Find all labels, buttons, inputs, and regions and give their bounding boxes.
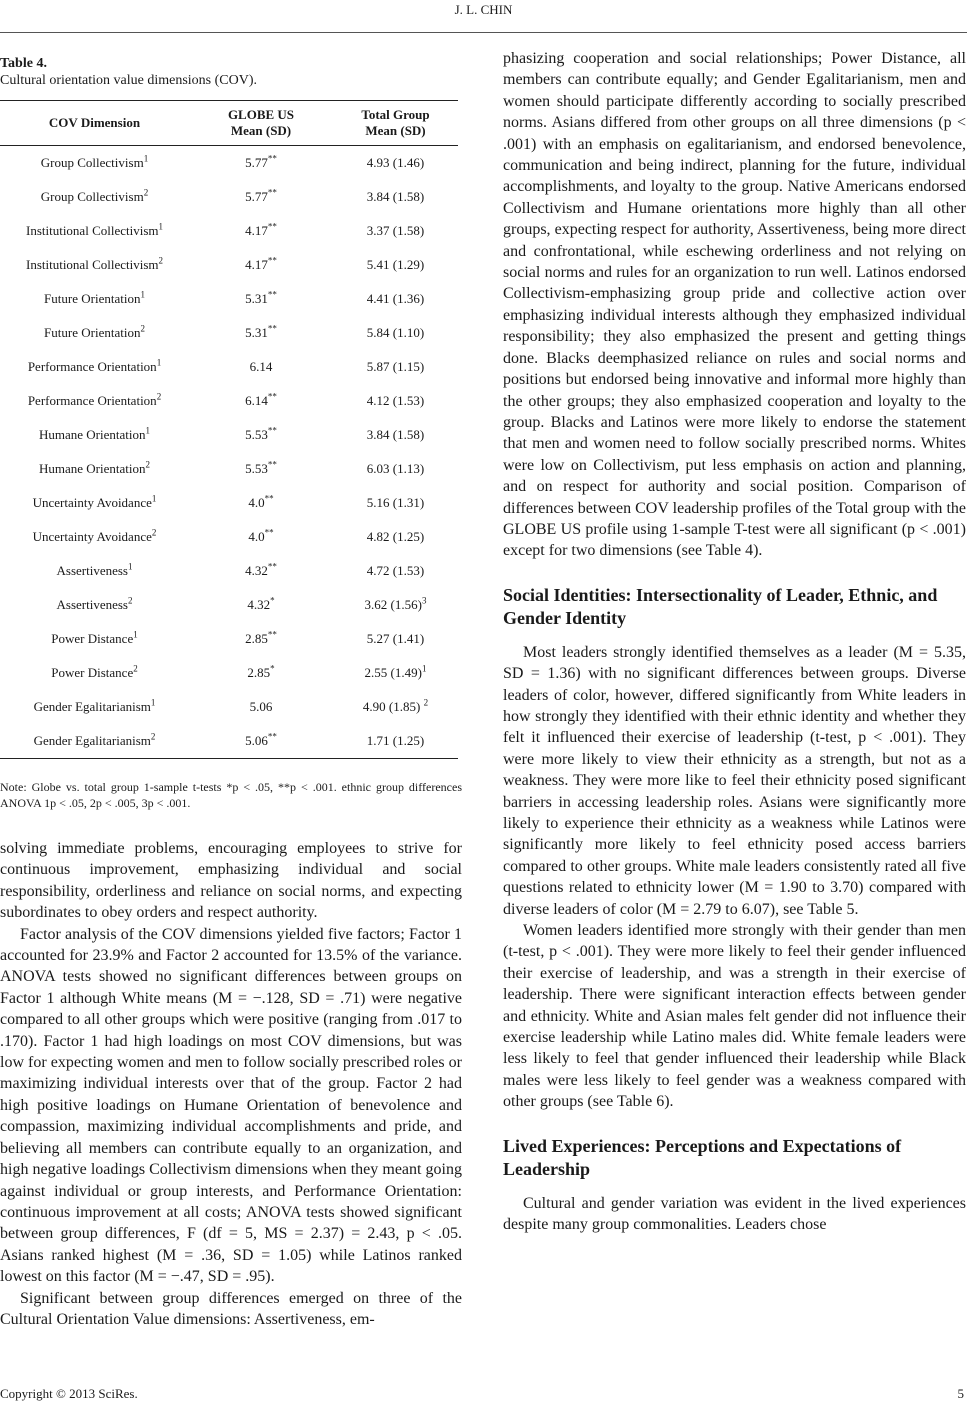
globe-mean-cell <box>189 146 333 181</box>
globe-mean-cell-value: 4.0 <box>248 529 265 544</box>
globe-mean-cell-superscript: ** <box>267 731 277 742</box>
total-mean-cell-value: 6.03 (1.13) <box>366 461 425 476</box>
globe-mean-cell-superscript: ** <box>267 221 277 232</box>
paragraph: solving immediate problems, encouraging employees to strive for continuous improvement, emphasizing individual and social responsibility, orderliness and reliance on social norms, and expecting subordinates to obey orders and respect authority. <box>0 840 462 922</box>
dimension-cell-value: Future Orientation <box>44 325 141 340</box>
right-column <box>503 48 966 1236</box>
table-row <box>0 520 458 554</box>
total-mean-cell-value: 4.41 (1.36) <box>366 291 425 306</box>
dimension-cell-superscript: 2 <box>150 731 156 742</box>
globe-mean-cell-value: 4.17 <box>245 257 268 272</box>
left-column <box>0 42 462 1330</box>
table-body <box>0 146 458 759</box>
dimension-cell <box>0 656 189 690</box>
table-row <box>0 180 458 214</box>
globe-mean-cell-superscript: ** <box>267 629 277 640</box>
dimension-cell-superscript: 2 <box>151 527 157 538</box>
total-mean-cell-value: 5.87 (1.15) <box>366 359 425 374</box>
total-mean-cell <box>333 554 458 588</box>
table-note <box>0 779 462 811</box>
total-mean-cell <box>333 180 458 214</box>
dimension-cell-value: Institutional Collectivism <box>25 257 159 272</box>
total-mean-cell-value: 4.12 (1.53) <box>366 393 425 408</box>
total-mean-cell-value: 3.84 (1.58) <box>366 427 425 442</box>
dimension-cell-superscript: 2 <box>145 459 150 470</box>
dimension-cell <box>0 724 189 759</box>
dimension-cell-value: Group Collectivism <box>40 155 144 170</box>
total-mean-cell-value: 5.84 (1.10) <box>366 325 425 340</box>
total-mean-cell-superscript: 1 <box>421 663 427 674</box>
section-heading: Lived Experiences: Perceptions and Expectations of Leadership <box>503 1135 902 1179</box>
dimension-cell-superscript: 2 <box>128 595 133 606</box>
dimension-cell <box>0 622 189 656</box>
globe-mean-cell-value: 4.0 <box>248 495 265 510</box>
total-mean-cell-value: 3.84 (1.58) <box>366 189 425 204</box>
col-header-dimension: COV Dimension <box>0 101 189 146</box>
dimension-cell-value: Power Distance <box>51 631 134 646</box>
total-mean-cell-value: 3.37 (1.58) <box>366 223 425 238</box>
globe-mean-cell-value: 4.32 <box>245 563 268 578</box>
dimension-cell-superscript: 1 <box>150 697 156 708</box>
total-mean-cell <box>333 690 458 724</box>
cov-table <box>0 100 458 759</box>
total-mean-cell-value: 4.90 (1.85) <box>362 699 424 714</box>
globe-mean-cell-value: 2.85 <box>245 631 268 646</box>
dimension-cell-value: Assertiveness <box>56 597 128 612</box>
paragraph: phasizing cooperation and social relationships; Power Distance, all members can contribute equally; and Gender Egalitarianism, men and women should participate differently according to socially prescribed norms. Asians differed from other groups on all three dimensions (p < .001) with an emphasis on egalitarianism, and endorsed benevolence, communication and being indirect, planning for the future, individual accomplishments, and loyalty to the group. Native Americans endorsed Collectivism and Humane orientations more highly than all other groups, expecting respect for authority, Assertiveness, being more direct and confrontational, while eschewing orderliness and not relying on social norms and rules for an organization to run well. Latinos endorsed Collectivism-emphasizing group pride and collective action over emphasizing individual interests although they emphasized individual responsibility; they also emphasized the present and getting things done. Blacks deemphasized reliance on rules and social norms and positions but endorsed being innovative and informal more highly than the other groups; they also emphasized cooperation and loyalty to the group. Blacks and Latinos were more likely to endorse the statement that men and women need to follow socially prescribed norms. Whites were low on Collectivism, put less emphasis on action and planning, and on respect for authority and social position. Comparison of differences between COV leadership profiles of the Total group with the GLOBE US profile using 1-sample T-test were all significant (p < .001) except for two dimensions (see Table 4). <box>503 50 966 560</box>
dimension-cell-superscript: 1 <box>128 561 133 572</box>
globe-mean-cell-superscript: ** <box>267 255 277 266</box>
dimension-cell-superscript: 1 <box>156 357 162 368</box>
table-row <box>0 486 458 520</box>
dimension-cell-value: Institutional Collectivism <box>25 223 159 238</box>
dimension-cell-value: Gender Egalitarianism <box>33 699 151 714</box>
table-row <box>0 214 458 248</box>
table-row <box>0 384 458 418</box>
globe-mean-cell-value: 5.77 <box>245 155 268 170</box>
total-mean-cell <box>333 486 458 520</box>
table-row <box>0 350 458 384</box>
paragraph: Women leaders identified more strongly with their gender than men (t-test, p < .001). They were more likely to feel their gender influenced their exercise of leadership, and was a strength in their exercise of leadership. There were significant interaction effects between gender and ethnicity. White and Asian males felt gender did not influence their exercise leadership while Latino males did. White female leaders were less likely to feel that gender influenced their leadership while Black males were less likely to feel gender was a weakness compared with other groups (see Table 6). <box>503 922 966 1111</box>
globe-mean-cell-superscript: ** <box>267 459 277 470</box>
dimension-cell-value: Humane Orientation <box>39 427 146 442</box>
paragraph: Factor analysis of the COV dimensions yielded five factors; Factor 1 accounted for 23.9% and Factor 2 accounted for 13.5% of the variance. ANOVA tests showed no significant differences between groups on Factor 1 although White means (M = −.128, SD = .71) were negative compared to all other groups which were positive (ranging from .017 to .170). Factor 1 had high loadings on most COV dimensions, but was low for expecting women and men to follow socially prescribed roles or maximizing individual interests over that of the group. Factor 2 had high positive loadings on Humane Orientation of benevolence and compassion, maximizing individual accomplishments and pride, and believing all members can contribute equally to an organization, and high negative loadings Collectivism dimensions when they meant going against individual or group interests, and Performance Orientation: continuous improvement at all costs; ANOVA tests showed significant between group differences, F (df = 5, MS = 2.37) = 2.43, p < .05. Asians ranked highest (M = .36, SD = 1.05) while Latinos ranked lowest on this factor (M = −.47, SD = .95). <box>0 925 462 1286</box>
globe-mean-cell-superscript: ** <box>267 561 277 572</box>
header-rule <box>0 32 967 33</box>
col-header-total-line1: Total Group <box>361 107 430 122</box>
running-header <box>0 0 967 33</box>
total-mean-cell-value: 3.62 (1.56) <box>364 597 422 612</box>
globe-mean-cell <box>189 554 333 588</box>
total-mean-cell <box>333 316 458 350</box>
table-row <box>0 588 458 622</box>
dimension-cell <box>0 180 189 214</box>
dimension-cell <box>0 554 189 588</box>
total-mean-cell-value: 1.71 (1.25) <box>366 733 425 748</box>
globe-mean-cell <box>189 384 333 418</box>
col-header-globe <box>189 101 333 146</box>
dimension-cell-superscript: 2 <box>143 187 149 198</box>
globe-mean-cell-value: 5.53 <box>245 461 268 476</box>
dimension-cell-superscript: 2 <box>140 323 145 334</box>
globe-mean-cell-value: 5.77 <box>245 189 268 204</box>
globe-mean-cell-superscript: * <box>270 663 275 674</box>
globe-mean-cell <box>189 724 333 759</box>
total-mean-cell <box>333 350 458 384</box>
globe-mean-cell-superscript: ** <box>264 493 274 504</box>
total-mean-cell-value: 5.16 (1.31) <box>366 495 425 510</box>
total-mean-cell-value: 4.82 (1.25) <box>366 529 425 544</box>
globe-mean-cell-superscript: ** <box>267 391 277 402</box>
globe-mean-cell <box>189 452 333 486</box>
globe-mean-cell-value: 6.14 <box>249 359 273 374</box>
total-mean-cell-superscript: 2 <box>423 697 429 708</box>
dimension-cell-superscript: 1 <box>151 493 157 504</box>
note-text: Note: Globe vs. total group 1-sample t-tests *p < .05, **p < .001. ethnic group differences ANOVA 1p < .05, 2p < .005, 3p < .001. <box>0 780 462 810</box>
globe-mean-cell-superscript: ** <box>264 527 274 538</box>
dimension-cell-value: Uncertainty Avoidance <box>32 495 152 510</box>
col-header-globe-line2: Mean (SD) <box>230 123 292 138</box>
dimension-cell-value: Assertiveness <box>56 563 128 578</box>
globe-mean-cell-value: 6.14 <box>245 393 268 408</box>
total-mean-cell <box>333 656 458 690</box>
globe-mean-cell <box>189 486 333 520</box>
table-row <box>0 282 458 316</box>
paragraph: Most leaders strongly identified themselves as a leader (M = 5.35, SD = 1.36) with no significant differences between groups. Diverse leaders of color, however, differed significantly from White leaders in how strongly they identified with their ethnic identity and whether they felt it influenced their exercise of leadership (t-test, p < .001). They were more likely to view their ethnicity as a strength, but not as a weakness. They were more like to feel their ethnicity posed significant barriers in accessing leadership roles. Asians were significantly more likely to experience their ethnicity as a weakness while Latinos were significantly more likely to feel ethnicity posed access barriers compared to other groups. White male leaders consistently rated all five questions related to ethnicity lower (M = 1.90 to 3.70) compared with diverse leaders of color (M = 2.79 to 6.07), see Table 5. <box>503 643 966 918</box>
globe-mean-cell-superscript: ** <box>267 153 277 164</box>
total-mean-cell <box>333 724 458 759</box>
table-row <box>0 452 458 486</box>
globe-mean-cell-superscript: ** <box>267 425 277 436</box>
table-row <box>0 248 458 282</box>
globe-mean-cell-value: 5.53 <box>245 427 268 442</box>
globe-mean-cell-superscript: * <box>270 595 275 606</box>
globe-mean-cell-superscript: ** <box>267 289 277 300</box>
globe-mean-cell-value: 5.31 <box>245 291 268 306</box>
total-mean-cell <box>333 282 458 316</box>
table-row <box>0 146 458 181</box>
dimension-cell-superscript: 2 <box>156 391 162 402</box>
paragraph: Cultural and gender variation was evident in the lived experiences despite many group commonalities. Leaders chose <box>503 1194 966 1234</box>
globe-mean-cell <box>189 520 333 554</box>
dimension-cell <box>0 384 189 418</box>
dimension-cell-value: Uncertainty Avoidance <box>32 529 152 544</box>
total-mean-cell <box>333 146 458 181</box>
running-title: J. L. CHIN <box>454 2 513 17</box>
dimension-cell <box>0 248 189 282</box>
globe-mean-cell-value: 4.32 <box>247 597 271 612</box>
globe-mean-cell <box>189 350 333 384</box>
dimension-cell-superscript: 2 <box>158 255 164 266</box>
globe-mean-cell <box>189 316 333 350</box>
table-row <box>0 690 458 724</box>
paragraph: Significant between group differences emerged on three of the Cultural Orientation Value dimensions: Assertiveness, em- <box>0 1289 462 1328</box>
globe-mean-cell <box>189 656 333 690</box>
dimension-cell-value: Group Collectivism <box>40 189 144 204</box>
dimension-cell <box>0 520 189 554</box>
globe-mean-cell <box>189 248 333 282</box>
dimension-cell <box>0 452 189 486</box>
dimension-cell-superscript: 1 <box>145 425 150 436</box>
globe-mean-cell-value: 2.85 <box>247 665 271 680</box>
table-row <box>0 622 458 656</box>
globe-mean-cell-superscript: ** <box>267 187 277 198</box>
dimension-cell-superscript: 2 <box>133 663 138 674</box>
globe-mean-cell <box>189 214 333 248</box>
total-mean-cell <box>333 520 458 554</box>
globe-mean-cell-superscript: ** <box>267 323 277 334</box>
dimension-cell-value: Humane Orientation <box>39 461 146 476</box>
globe-mean-cell <box>189 622 333 656</box>
total-mean-cell <box>333 452 458 486</box>
total-mean-cell <box>333 214 458 248</box>
total-mean-cell-superscript: 3 <box>421 595 427 606</box>
table-row <box>0 554 458 588</box>
col-header-globe-line1: GLOBE US <box>227 107 295 122</box>
globe-mean-cell <box>189 418 333 452</box>
globe-mean-cell-value: 4.17 <box>245 223 268 238</box>
total-mean-cell-value: 2.55 (1.49) <box>364 665 422 680</box>
dimension-cell <box>0 316 189 350</box>
dimension-cell <box>0 146 189 181</box>
page-number: 5 <box>957 1386 964 1401</box>
dimension-cell-value: Gender Egalitarianism <box>33 733 151 748</box>
dimension-cell <box>0 486 189 520</box>
dimension-cell-superscript: 1 <box>158 221 164 232</box>
total-mean-cell-value: 5.41 (1.29) <box>366 257 425 272</box>
total-mean-cell <box>333 418 458 452</box>
table-caption: Cultural orientation value dimensions (COV). <box>0 73 258 88</box>
dimension-cell-value: Performance Orientation <box>27 359 157 374</box>
table-row <box>0 418 458 452</box>
dimension-cell <box>0 588 189 622</box>
total-mean-cell-value: 4.72 (1.53) <box>366 563 425 578</box>
total-mean-cell <box>333 384 458 418</box>
dimension-cell <box>0 214 189 248</box>
dimension-cell <box>0 350 189 384</box>
dimension-cell-superscript: 1 <box>140 289 145 300</box>
dimension-cell-superscript: 1 <box>143 153 149 164</box>
col-header-total-line2: Mean (SD) <box>365 123 426 138</box>
table-row <box>0 656 458 690</box>
total-mean-cell-value: 5.27 (1.41) <box>366 631 425 646</box>
globe-mean-cell <box>189 690 333 724</box>
total-mean-cell-value: 4.93 (1.46) <box>366 155 425 170</box>
globe-mean-cell-value: 5.06 <box>245 733 268 748</box>
dimension-cell <box>0 418 189 452</box>
globe-mean-cell-value: 5.06 <box>249 699 273 714</box>
col-header-total <box>333 101 458 146</box>
total-mean-cell <box>333 248 458 282</box>
globe-mean-cell-value: 5.31 <box>245 325 268 340</box>
dimension-cell-value: Performance Orientation <box>27 393 157 408</box>
table-row <box>0 316 458 350</box>
dimension-cell-value: Power Distance <box>51 665 134 680</box>
globe-mean-cell <box>189 588 333 622</box>
globe-mean-cell <box>189 180 333 214</box>
dimension-cell-superscript: 1 <box>133 629 138 640</box>
copyright-notice: Copyright © 2013 SciRes. <box>0 1386 138 1401</box>
dimension-cell <box>0 690 189 724</box>
dimension-cell <box>0 282 189 316</box>
section-heading: Social Identities: Intersectionality of Leader, Ethnic, and Gender Identity <box>503 584 938 628</box>
left-text-block <box>0 838 462 1330</box>
total-mean-cell <box>333 588 458 622</box>
table-label: Table 4. <box>0 56 47 71</box>
dimension-cell-value: Future Orientation <box>44 291 141 306</box>
total-mean-cell <box>333 622 458 656</box>
table-row <box>0 724 458 759</box>
globe-mean-cell <box>189 282 333 316</box>
table-header-row <box>0 101 458 146</box>
